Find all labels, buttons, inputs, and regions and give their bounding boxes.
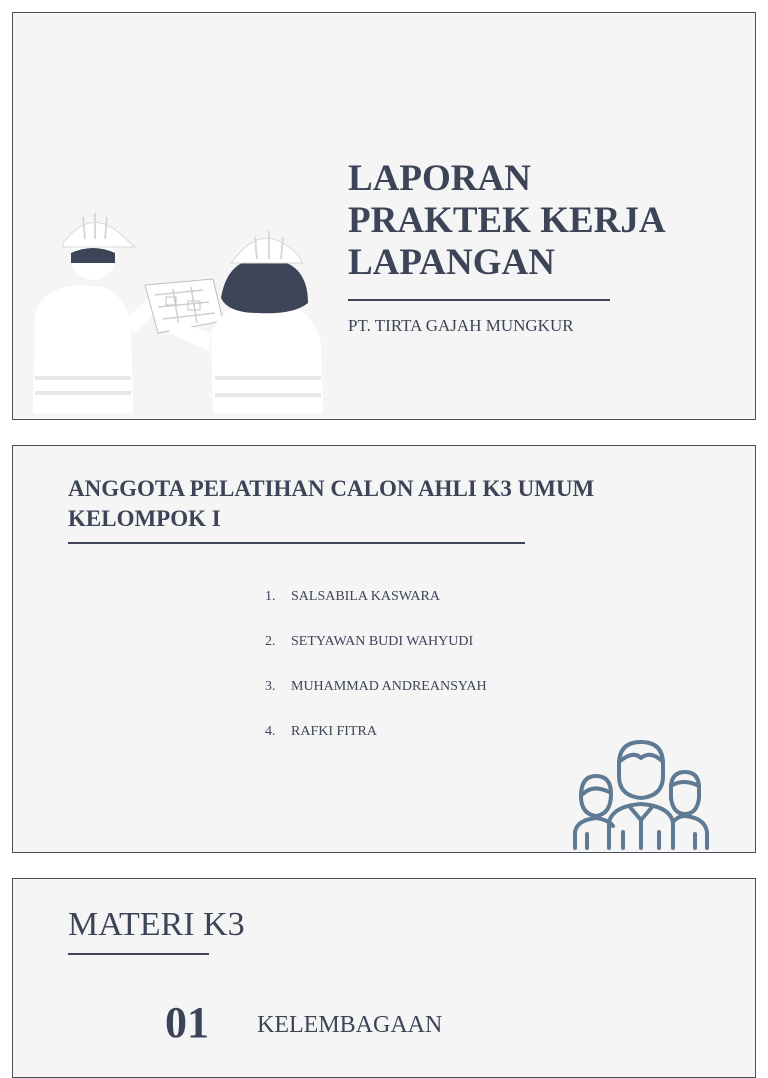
list-item [265,589,487,634]
title-line: KELOMPOK I [68,506,221,531]
company-name: PT. TIRTA GAJAH MUNGKUR [348,316,574,335]
cover-slide [12,12,756,420]
title-line: LAPANGAN [348,242,555,283]
item-label: KELEMBAGAAN [257,1012,443,1038]
title-divider [348,299,610,301]
member-name: SETYAWAN BUDI WAHYUDI [291,634,474,649]
member-list [265,589,487,769]
title-line: PRAKTEK KERJA [348,200,666,241]
list-item [265,634,487,679]
material-title: MATERI K3 [68,906,245,943]
workers-reading-blueprint-illustration [23,203,323,418]
report-title [348,158,728,284]
list-number: 1. [265,589,276,604]
member-name: SALSABILA KASWARA [291,589,440,604]
list-number: 3. [265,679,276,694]
title-divider [68,953,209,955]
material-slide [12,878,756,1078]
title-line: LAPORAN [348,158,531,199]
list-item [265,679,487,724]
title-divider [68,542,525,544]
member-name: MUHAMMAD ANDREANSYAH [291,679,487,694]
list-number: 2. [265,634,276,649]
member-name: RAFKI FITRA [291,724,377,739]
list-item [265,724,487,769]
team-people-icon [571,736,711,851]
title-line: ANGGOTA PELATIHAN CALON AHLI K3 UMUM [68,476,595,501]
members-title [68,474,668,534]
list-number: 4. [265,724,276,739]
item-number: 01 [165,998,209,1047]
members-slide [12,445,756,853]
